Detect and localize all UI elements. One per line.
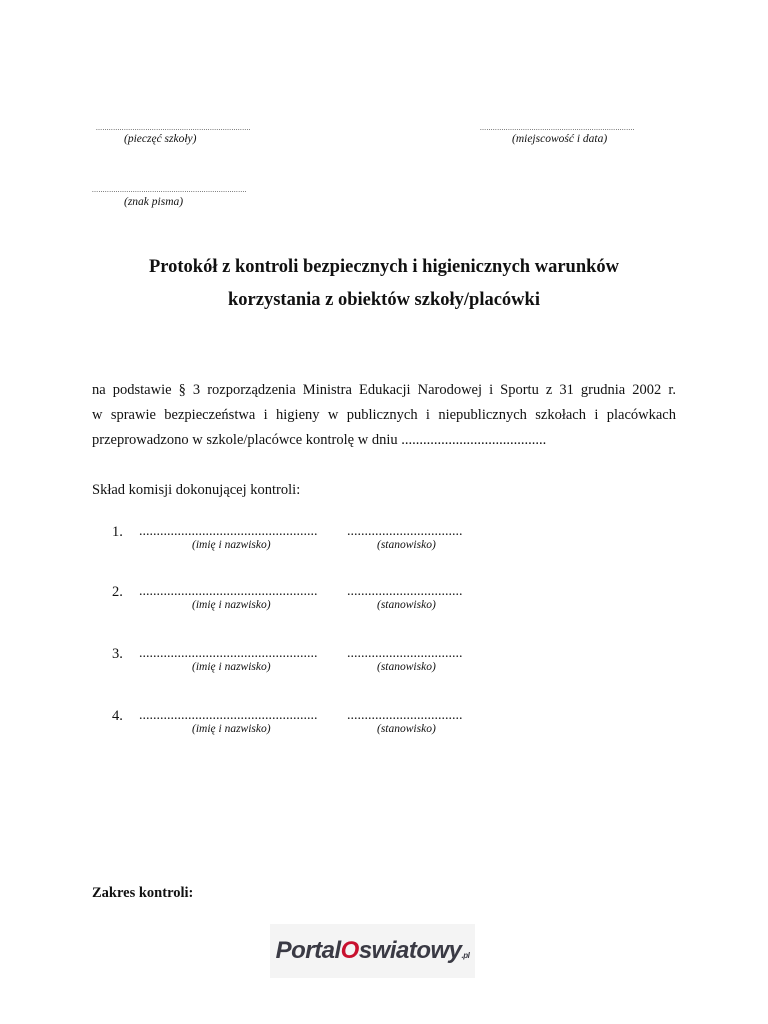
intro-line-1: na podstawie § 3 rozporządzenia Ministra Edukacji Narodowej i Sportu z 31 grudnia 2002 r. xyxy=(92,382,676,398)
school-stamp-label: (pieczęć szkoły) xyxy=(124,133,197,145)
member-position-label: (stanowisko) xyxy=(377,723,436,735)
place-date-dots: ........................................................................ xyxy=(480,124,635,132)
member-name-dots: ................................................... xyxy=(139,708,318,723)
member-name-dots: ................................................... xyxy=(139,646,318,661)
commission-member xyxy=(112,708,612,748)
logo-text-part-2: swiatowy xyxy=(358,937,462,964)
member-number: 3. xyxy=(112,646,123,662)
member-position-label: (stanowisko) xyxy=(377,661,436,673)
scope-heading: Zakres kontroli: xyxy=(92,885,194,901)
document-title-line-1: Protokół z kontroli bezpiecznych i higienicznych warunków xyxy=(148,257,620,277)
commission-member xyxy=(112,646,612,686)
member-position-label: (stanowisko) xyxy=(377,539,436,551)
commission-heading: Skład komisji dokonującej kontroli: xyxy=(92,482,301,498)
intro-line-2: w sprawie bezpieczeństwa i higieny w publicznych i niepublicznych szkołach i placówkach xyxy=(92,407,676,423)
intro-line-3: przeprowadzono w szkole/placówce kontrolę w dniu ........................................ xyxy=(92,432,547,448)
member-position-dots: ................................. xyxy=(347,584,463,599)
document-title-line-2: korzystania z obiektów szkoły/placówki xyxy=(228,290,540,310)
place-date-label: (miejscowość i data) xyxy=(512,133,608,145)
member-name-label: (imię i nazwisko) xyxy=(192,539,271,551)
logo-text-part-1: Portal xyxy=(275,937,341,964)
member-name-label: (imię i nazwisko) xyxy=(192,723,271,735)
logo-text-accent: O xyxy=(340,937,359,964)
member-position-dots: ................................. xyxy=(347,646,463,661)
member-position-dots: ................................. xyxy=(347,524,463,539)
portal-oswiatowy-logo xyxy=(270,924,475,978)
member-name-dots: ................................................... xyxy=(139,584,318,599)
member-number: 2. xyxy=(112,584,123,600)
reference-label: (znak pisma) xyxy=(124,196,184,208)
member-name-label: (imię i nazwisko) xyxy=(192,661,271,673)
school-stamp-dots: ........................................................................ xyxy=(96,124,251,132)
logo-suffix: .pl xyxy=(461,951,470,960)
member-name-dots: ................................................... xyxy=(139,524,318,539)
member-position-label: (stanowisko) xyxy=(377,599,436,611)
reference-dots: ........................................................................ xyxy=(92,186,247,194)
commission-member xyxy=(112,524,612,564)
member-number: 4. xyxy=(112,708,123,724)
member-name-label: (imię i nazwisko) xyxy=(192,599,271,611)
member-position-dots: ................................. xyxy=(347,708,463,723)
member-number: 1. xyxy=(112,524,123,540)
commission-member xyxy=(112,584,612,624)
